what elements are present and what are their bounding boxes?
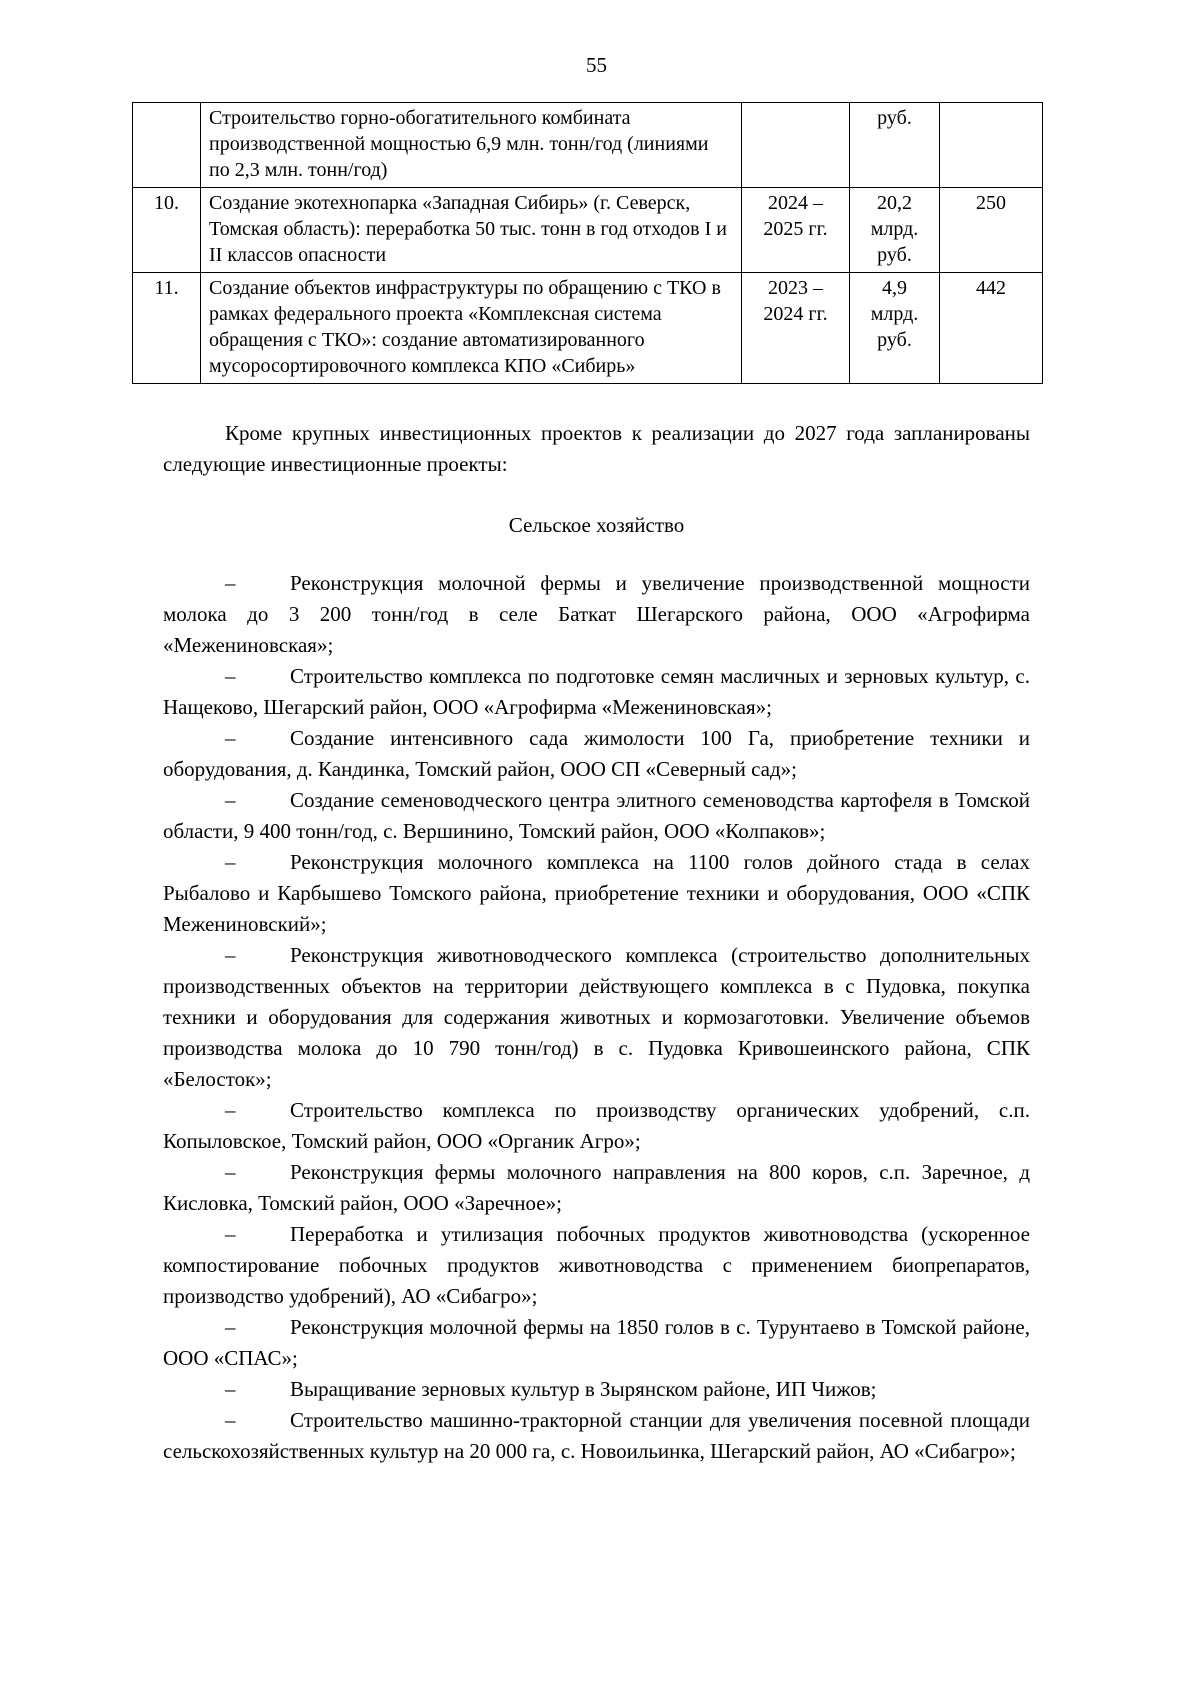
row-period-cell: 2024 – 2025 гг. [742, 188, 850, 273]
list-item-marker: – [225, 726, 236, 750]
row-number-cell: 11. [133, 273, 201, 384]
list-item-marker: – [225, 1408, 236, 1432]
section-title: Сельское хозяйство [508, 513, 685, 537]
row-description-cell: Создание экотехнопарка «Западная Сибирь» (г. Северск, Томская область): переработка 50 тыс. тонн в год отходов I и II классов опасности [201, 188, 742, 273]
table-row [133, 273, 1043, 384]
list-item [163, 847, 1030, 940]
list-item [163, 1405, 1030, 1467]
list-item [163, 1095, 1030, 1157]
list-item-marker: – [225, 1377, 236, 1401]
row-cost-cell: 20,2 млрд. руб. [850, 188, 940, 273]
list-item-text: Создание семеноводческого центра элитного семеноводства картофеля в Томской области, 9 400 тонн/год, с. Вершинино, Томский район, ООО «Колпаков»; [163, 788, 1030, 843]
list-item-marker: – [225, 664, 236, 688]
row-cost-cell: руб. [850, 103, 940, 188]
list-item [163, 1312, 1030, 1374]
list-item-marker: – [225, 1160, 236, 1184]
list-item-text: Строительство комплекса по подготовке семян масличных и зерновых культур, с. Нащеково, Шегарский район, ООО «Агрофирма «Межениновская»; [163, 664, 1030, 719]
investment-projects-table [132, 102, 1043, 384]
list-item-text: Строительство машинно-тракторной станции для увеличения посевной площади сельскохозяйственных культур на 20 000 га, с. Новоильинка, Шегарский район, АО «Сибагро»; [163, 1408, 1030, 1463]
intro-paragraph: Кроме крупных инвестиционных проектов к реализации до 2027 года запланированы следующие инвестиционные проекты: [163, 421, 1030, 476]
list-item [163, 568, 1030, 661]
list-item [163, 661, 1030, 723]
row-period-cell [742, 103, 850, 188]
list-item-marker: – [225, 1222, 236, 1246]
list-item-text: Создание интенсивного сада жимолости 100 Га, приобретение техники и оборудования, д. Кандинка, Томский район, ООО СП «Северный сад»; [163, 726, 1030, 781]
projects-list [163, 568, 1030, 1467]
list-item-marker: – [225, 1315, 236, 1339]
row-description-cell: Создание объектов инфраструктуры по обращению с ТКО в рамках федерального проекта «Комплексная система обращения с ТКО»: создание автоматизированного мусоросортировочного комплекса КПО «Сибирь» [201, 273, 742, 384]
list-item-text: Реконструкция молочной фермы и увеличение производственной мощности молока до 3 200 тонн/год в селе Баткат Шегарского района, ООО «Агрофирма «Межениновская»; [163, 571, 1030, 657]
row-number-cell: 10. [133, 188, 201, 273]
list-item-marker: – [225, 788, 236, 812]
list-item [163, 1219, 1030, 1312]
list-item [163, 723, 1030, 785]
row-description-cell: Строительство горно-обогатительного комбината производственной мощностью 6,9 млн. тонн/год (линиями по 2,3 млн. тонн/год) [201, 103, 742, 188]
row-period-cell: 2023 – 2024 гг. [742, 273, 850, 384]
page-number: 55 [586, 53, 607, 77]
list-item-text: Переработка и утилизация побочных продуктов животноводства (ускоренное компостирование побочных продуктов животноводства с применением биопрепаратов, производство удобрений), АО «Сибагро»; [163, 1222, 1030, 1308]
row-count-cell: 250 [940, 188, 1043, 273]
list-item-text: Выращивание зерновых культур в Зырянском районе, ИП Чижов; [290, 1377, 877, 1401]
row-number-cell [133, 103, 201, 188]
table-row [133, 103, 1043, 188]
list-item-marker: – [225, 571, 236, 595]
row-cost-cell: 4,9 млрд. руб. [850, 273, 940, 384]
list-item-marker: – [225, 943, 236, 967]
list-item-text: Строительство комплекса по производству органических удобрений, с.п. Копыловское, Томский район, ООО «Органик Агро»; [163, 1098, 1030, 1153]
list-item [163, 1374, 1030, 1405]
list-item-marker: – [225, 1098, 236, 1122]
list-item-text: Реконструкция молочной фермы на 1850 голов в с. Турунтаево в Томской районе, ООО «СПАС»; [163, 1315, 1030, 1370]
list-item-marker: – [225, 850, 236, 874]
row-count-cell [940, 103, 1043, 188]
list-item-text: Реконструкция молочного комплекса на 1100 голов дойного стада в селах Рыбалово и Карбышево Томского района, приобретение техники и оборудования, ООО «СПК Межениновский»; [163, 850, 1030, 936]
list-item-text: Реконструкция фермы молочного направления на 800 коров, с.п. Заречное, д Кисловка, Томский район, ООО «Заречное»; [163, 1160, 1030, 1215]
list-item [163, 785, 1030, 847]
table-row [133, 188, 1043, 273]
list-item [163, 1157, 1030, 1219]
list-item-text: Реконструкция животноводческого комплекса (строительство дополнительных производственных объектов на территории действующего комплекса в с Пудовка, покупка техники и оборудования для содержания животных и кормозаготовки. Увеличение объемов производства молока до 10 790 тонн/год) в с. Пудовка Кривошеинского района, СПК «Белосток»; [163, 943, 1030, 1091]
list-item [163, 940, 1030, 1095]
row-count-cell: 442 [940, 273, 1043, 384]
